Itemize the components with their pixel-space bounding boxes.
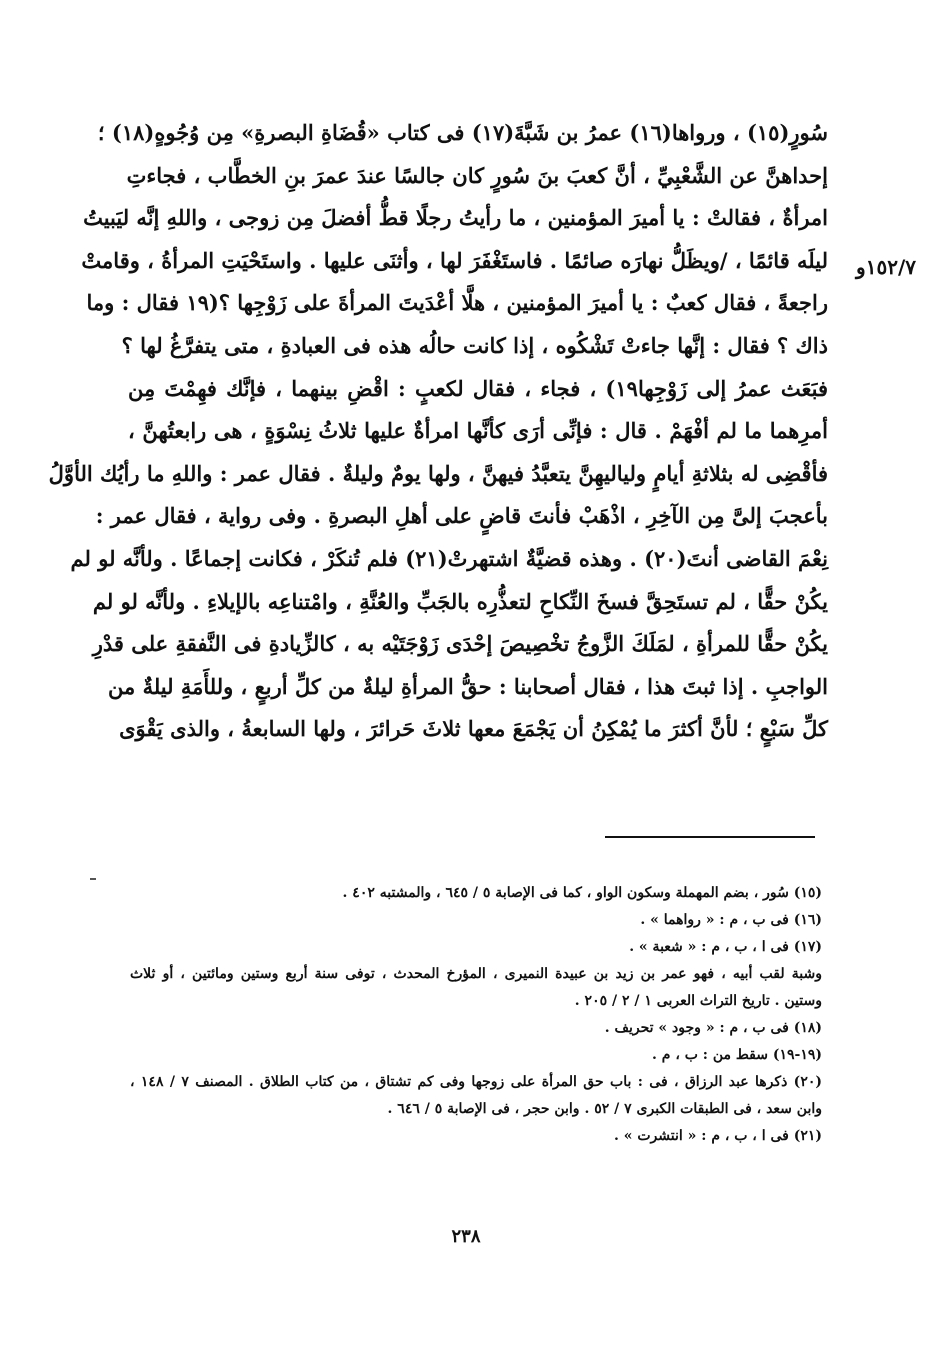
- footnote-line: (١٥) سُور ، بضم المهملة وسكون الواو ، كما فى الإصابة ٥ / ٦٤٥ ، والمشتبه ٤٠٢ .: [342, 885, 822, 901]
- body-line: بأعجبَ إلىَّ مِن الآخِرِ ، اذْهَبْ فأنتَ قاضٍ على أهلِ البصرةِ . وفى رواية ، فقال عمر :: [95, 503, 828, 529]
- body-line: ذاك ؟ فقال : إنَّها جاءتْ تَشْكُوه ، إذا كانت حالُه هذه فى العبادةِ ، متى يتفرَّغُ لها ؟: [121, 332, 828, 358]
- body-line: الواجبِ . إذا ثبتَ هذا ، فقال أصحابنا : حقُّ المرأةِ ليلةٌ من كلِّ أربعٍ ، وللأَمَةِ ليلةٌ من: [108, 673, 828, 699]
- footnotes-block: [130, 880, 822, 1150]
- body-line: امرأةٌ ، فقالتْ : يا أميرَ المؤمنين ، ما رأيتُ رجلًا قطُّ أفضلَ مِن زوجى ، واللهِ إنَّه ليَبيتُ: [83, 205, 828, 231]
- footnote-line: وابن سعد ، فى الطبقات الكبرى ٧ / ٥٢ . وابن حجر ، فى الإصابة ٥ / ٦٤٦ .: [387, 1101, 822, 1117]
- body-line: راجعةً ، فقال كعبٌ : يا أميرَ المؤمنين ، هلَّا أعْدَيتَ المرأةَ على زَوْجِها ؟(١٩ فقال : وما: [86, 290, 828, 316]
- footnote-line: (١٨) فى ب ، م : « وجود » تحريف .: [604, 1020, 822, 1036]
- body-line: فأقْضِى له بثلاثةِ أيامٍ ولياليهِنَّ يتعبَّدُ فيهنَّ ، ولها يومٌ وليلةٌ . فقال عمر : واللهِ ما رأيُك الأوَّلُ: [48, 460, 828, 486]
- margin-manuscript-reference: ١٥٢/٧و: [856, 255, 916, 279]
- body-line: نِعْمَ القاضى أنتَ(٢٠) . وهذه قضيَّةٌ اشتهرتْ(٢١) فلم تُنكَرْ ، فكانت إجماعًا . ولأنَّه لو لم: [70, 545, 828, 571]
- main-text-block: [48, 112, 828, 751]
- body-line: ليلَه قائمًا ، /ويظَلُّ نهارَه صائمًا . فاستَغْفَرَ لها ، وأثنَى عليها . واستَحْيَتِ المرأةُ ، وقامتْ: [81, 247, 828, 273]
- body-line: يكُنْ حقًّا للمرأةِ ، لمَلَكَ الزَّوجُ تخْصِيصَ إحْدَى زَوْجَتَيْه به ، كالزِّيادةِ فى النَّفقةِ على قدْرِ: [92, 631, 828, 657]
- page-number: ٢٣٨: [451, 1226, 481, 1247]
- footnote-line: (١٧) فى ا ، ب ، م : « شعبة » .: [629, 939, 822, 955]
- body-line: يكُنْ حقًّا ، لم تستَحِقَّ فسخَ النِّكاحِ لتعذُّرِه بالجَبِّ والعُنَّةِ ، وامْتناعِه بالإيلاءِ . ولأنَّه لو لم: [92, 588, 828, 614]
- body-line: كلِّ سَبْعٍ ؛ لأنَّ أكثرَ ما يُمْكِنُ أن يَجْمَعَ معها ثلاثَ حَرائرَ ، ولها السابعةُ ، والذى يَقْوَى: [119, 716, 828, 742]
- footnote-line: (٢١) فى ا ، ب ، م : « انتشرت » .: [614, 1128, 822, 1144]
- scan-speck: [90, 878, 96, 880]
- body-line: سُورٍ(١٥) ، ورواها(١٦) عمرُ بن شَبَّةَ(١٧) فى كتاب «قُضَاةِ البصرةِ» مِن وُجُوهٍ(١٨) ؛: [97, 120, 828, 145]
- footnote-line: (١٩-١٩) سقط من : ب ، م .: [652, 1047, 822, 1063]
- footnote-separator: [605, 836, 815, 838]
- footnote-line: (١٦) فى ب ، م : « رواهما » .: [640, 912, 822, 928]
- body-line: فبَعَث عمرُ إلى زَوْجِها١٩) ، فجاء ، فقال لكعبٍ : اقْضِ بينهما ، فإنَّك فهِمْتَ مِن: [128, 375, 828, 401]
- footnote-line: وشبة لقب أبيه ، فهو عمر بن زيد بن عبيدة النميرى ، المؤرخ المحدث ، توفى سنة أربع وستين ومائتين ، أو ثلاث: [130, 966, 822, 982]
- footnote-line: (٢٠) ذكرها عبد الرزاق ، فى : باب حق المرأة على زوجها وفى كم تشتاق ، من كتاب الطلاق . المصنف ٧ / ١٤٨ ،: [130, 1074, 822, 1090]
- body-line: أمرِهما ما لم أفْهَمْ . قال : فإنِّى أرَى كأنَّها امرأةٌ عليها ثلاثُ نِسْوَةٍ ، هى رابعتُهنَّ ،: [128, 418, 828, 444]
- footnote-line: وستين . تاريخ التراث العربى ١ / ٢ / ٢٠٥ .: [574, 993, 822, 1009]
- body-line: إحداهنَّ عن الشَّعْبِيِّ ، أنَّ كعبَ بنَ سُورٍ كان جالسًا عندَ عمرَ بنِ الخطَّاب ، فجاءتِ: [126, 162, 828, 188]
